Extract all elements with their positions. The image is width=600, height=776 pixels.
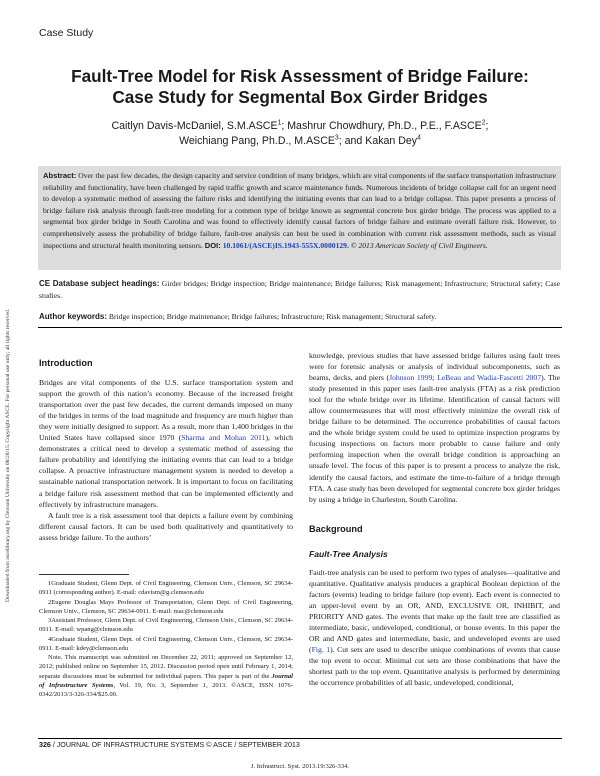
intro-text-1b: ), which demonstrates a critical need to develop a systematic method of assessing the failure probability and identifying the initiating events that can lead to a bridge collapse. A proactive infrastructure management system is needed to develop a sustainable national transportation network. It is important to focus on facilitating a bridge failure risk assessment method that can be implemented efficiently and effectively by infrastructure managers. (39, 433, 293, 509)
affiliation-mark-4: 4 (417, 134, 421, 142)
right-text-2a: Fault-tree analysis can be used to perform two types of analyses—qualitative and quantitative. Qualitative analysis produces a graphical Boolean depiction of the factors (events) leading to bridge failure (top event). Each event is connected to an upper-level event by an OR, AND, EXCLUSIVE OR, INHIBIT, and PRIORITY AND gates. The events that make up the fault tree are classified as intermediate, basic, undeveloped, conditional, or house events. In this paper the OR and AND gates and intermediate, basic, and undeveloped events are used ( (309, 567, 560, 655)
ref-lebeau[interactable]: LeBeau and Wadia-Fascetti 2007 (437, 373, 542, 383)
section-label: Case Study (39, 27, 94, 39)
right-text-2b: ). Cut sets are used to describe unique combinations of events that cause the top event to occur. Minimal cut sets are those combinations that have the shortest path to the top event. Quantitative analysis is performed by determining the occurrence probabilities of all basic, undeveloped, conditional, (309, 645, 560, 688)
abstract-text: Over the past few decades, the design capacity and service condition of many bridges, which are vital components of the surface transportation infrastructure reliability and functionality, have been challenged by rapid traffic growth and scarce maintenance funds. Numerous incidents of bridge collapse call for an urgent need to develop a systematic method of assessing the failure risks and identifying the initiating events that can lead to a bridge collapse. This paper presents a process of bridge failure risk analysis through fault-tree modeling for a common type of bridge known as segmental concrete box girder bridge. The process was applied to a segmental box girder bridge in South Carolina and was found to effectively identify causal factors of bridge failure and estimate overall failure risk. However, to comprehensively assess the probability of bridge failure, fault-tree analysis can best be used in combination with current risk assessment methods, such as visual inspections and structural health monitoring sensors. (43, 171, 556, 250)
title-line-2: Case Study for Segmental Box Girder Bridges (112, 87, 488, 107)
paper-title (39, 66, 561, 108)
right-text-1a: knowledge, previous studies that have assessed bridge failures using fault trees were for forensic analysis or analysis of individual subcomponents, such as beams, decks, and piers ( (309, 351, 560, 383)
right-paragraph-1 (309, 350, 560, 505)
footnote-1: 1Graduate Student, Glenn Dept. of Civil Engineering, Clemson Univ., Clemson, SC 29634-0911 (corresponding author). E-mail: cdavism@g.clemson.edu (39, 580, 293, 597)
title-line-1: Fault-Tree Model for Risk Assessment of Bridge Failure: (71, 66, 529, 86)
page-number: 326 (39, 741, 51, 749)
right-column (309, 350, 560, 688)
introduction-heading: Introduction (39, 358, 93, 368)
footnote-3: 3Assistant Professor, Glenn Dept. of Civil Engineering, Clemson Univ., Clemson, SC 29634-0911. E-mail: wpang@clemson.edu (39, 617, 293, 634)
author-1: Caitlyn Davis-McDaniel, S.M.ASCE (111, 120, 278, 132)
abstract (38, 166, 561, 270)
author-line-1 (39, 119, 561, 134)
doi-label: DOI: (204, 240, 221, 250)
author-line-2 (39, 134, 561, 149)
left-column (39, 358, 293, 543)
doi-link[interactable]: 10.1061/(ASCE)IS.1943-555X.0000129. (222, 240, 349, 250)
affiliation-mark-2: 2 (481, 119, 486, 127)
submission-note (39, 653, 293, 699)
abstract-copyright: © 2013 American Society of Civil Engineers. (348, 240, 488, 250)
fault-tree-analysis-heading: Fault-Tree Analysis (309, 548, 388, 559)
ref-sharma-mohan[interactable]: Sharma and Mohan 2011 (181, 433, 266, 443)
author-separator: ; (485, 120, 489, 132)
ref-separator: ; (432, 373, 438, 383)
subject-headings-text: Girder bridges; Bridge inspection; Bridge maintenance; Bridge failures; Risk management; Infrastructure; Structural safety; Case studies. (39, 279, 560, 300)
subject-headings (39, 278, 560, 301)
subject-headings-label: CE Database subject headings: (39, 279, 160, 288)
note-text-b: , Vol. 19, No. 3, September 1, 2013. ©ASCE, ISSN 1076-0342/2013/3-326-334/$25.00. (39, 681, 293, 698)
affiliation-mark-3: 3 (334, 134, 339, 142)
author-keywords-label: Author keywords: (39, 312, 108, 321)
download-notice-text: Downloaded from ascelibrary.org by Clemson University on 08/28/15. Copyright ASCE. For personal use only; all rights reserved. (5, 308, 11, 602)
author-keywords-text: Bridge inspection; Bridge maintenance; Bridge failures; Infrastructure; Risk management; Structural safety. (107, 312, 437, 321)
note-text-a: Note. This manuscript was submitted on December 22, 2011; approved on September 12, 2012; published online on September 15, 2012. Discussion period open until February 1, 2014; separate discussions must be submitted for individual papers. This paper is part of the (39, 654, 293, 680)
affiliation-mark-1: 1 (277, 119, 282, 127)
author-2: ; Mashrur Chowdhury, Ph.D., P.E., F.ASCE (281, 120, 482, 132)
author-3: Weichiang Pang, Ph.D., M.ASCE (179, 135, 335, 147)
right-text-1b: ). The study presented in this paper uses fault-tree analysis (FTA) as a risk prediction tool for the whole bridge over its lifetime. Identification of causal factors will allow countermeasures that will most effectively minimize the overall risk of bridge failure to be determined. The occurrence probabilities of causal factors and the whole bridge system could be used to optimize inspection programs by focusing inspections on factors more probable to cause failure and only performing inspection when the overall bridge condition is approaching an unsafe level. The focus of this paper is to present a process to analyze the risk, identify the causal factors, and estimate the time-to-failure of a bridge through FTA. A case study has been developed for segmental concrete box girder bridges by using a bridge in Charleston, South Carolina. (309, 373, 561, 504)
header-divider (38, 327, 562, 328)
abstract-label: Abstract: (43, 171, 77, 180)
author-4: ; and Kakan Dey (338, 135, 418, 147)
ref-johnson[interactable]: Johnson 1999 (389, 373, 433, 383)
author-list (39, 119, 561, 149)
footnotes (39, 579, 293, 699)
citation-line: J. Infrastruct. Syst. 2013.19:326-334. (250, 763, 350, 770)
ref-figure-1[interactable]: Fig. 1 (311, 645, 331, 655)
intro-paragraph-1 (39, 377, 293, 510)
running-footer (39, 741, 300, 749)
download-notice (3, 182, 13, 602)
intro-text-1a: Bridges are vital components of the U.S. surface transportation system and support the growth of this nation’s economy. Because of the increased freight transportation over the past few decades, the current demands imposed on many of the bridges in terms of the load magnitude and frequency are much higher than they were initially designed to support. As a result, more than 1,400 bridges in the United States have collapsed since 1970 ( (39, 378, 293, 443)
footnote-4: 4Graduate Student, Glenn Dept. of Civil Engineering, Clemson Univ., Clemson, SC 29634-0911. E-mail: kdey@clemson.edu (39, 635, 293, 652)
footnote-divider (39, 574, 129, 575)
author-keywords (39, 311, 560, 323)
journal-footer-text: / JOURNAL OF INFRASTRUCTURE SYSTEMS © ASCE / SEPTEMBER 2013 (50, 741, 300, 749)
footnote-2: 2Eugene Douglas Mays Professor of Transportation, Glenn Dept. of Civil Engineering, Clemson Univ., Clemson, SC 29634-0911. E-mail: mac@clemson.edu (39, 598, 293, 615)
background-heading: Background (309, 523, 363, 534)
intro-paragraph-2: A fault tree is a risk assessment tool that depicts a failure event by combining different causal factors. It can be used both qualitatively and quantitatively to assess bridge failure. To the authors’ (39, 510, 293, 542)
right-paragraph-2 (309, 567, 560, 689)
note-journal: Journal of Infrastructure Systems (39, 672, 293, 689)
footer-divider (38, 738, 562, 739)
